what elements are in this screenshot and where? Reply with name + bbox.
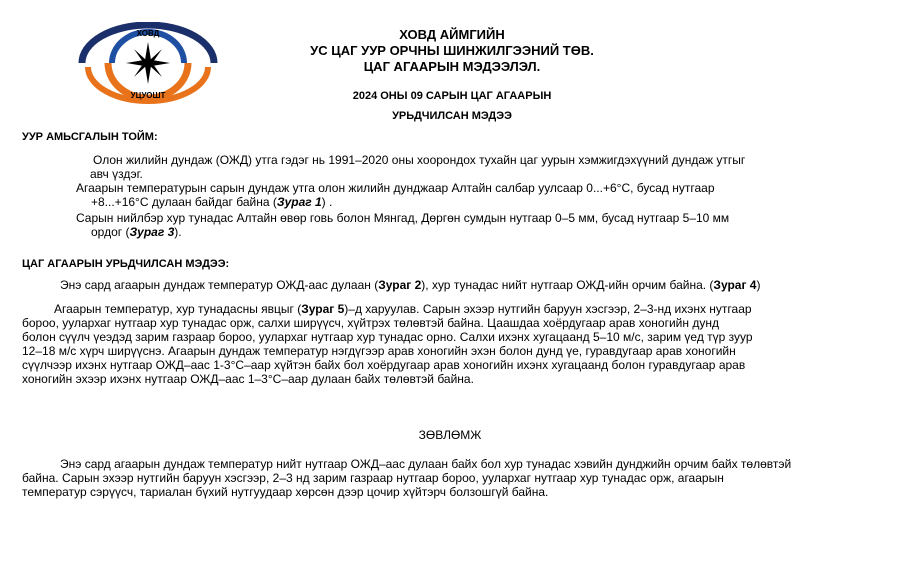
subtitle-2: УРЬДЧИЛСАН МЭДЭЭ xyxy=(392,110,512,122)
organization-logo xyxy=(78,22,218,104)
figure-ref: Зураг 5 xyxy=(301,302,345,316)
header-line-3: ЦАГ АГААРЫН МЭДЭЭЛЭЛ. xyxy=(363,59,541,74)
header-line-1: ХОВД АЙМГИЙН xyxy=(399,27,505,42)
text-span: ). xyxy=(174,225,182,239)
climate-paragraph-3 xyxy=(76,211,836,239)
text-line xyxy=(91,195,836,209)
logo-top-text: ХОВД xyxy=(136,29,160,38)
text-line: Агаарын температурын сарын дундаж утга олон жилийн дунджаар Алтайн салбар уулсаар 0...+6°C, бусад нутгаар xyxy=(76,181,715,195)
text-span: )–д харуулав. Сарын эхээр нутгийн баруун хэсгээр, 2–3-нд ихэнх нутгаар xyxy=(344,302,752,316)
text-line: 12–18 м/с хүрч ширүүснэ. Агаарын дундаж температур нэгдүгээр арав хоногийн эхэн болон дунд үе, гуравдугаар арав хоногийн xyxy=(22,344,736,358)
climate-paragraph-1 xyxy=(90,153,833,181)
text-span: ) . xyxy=(321,195,333,209)
logo-bottom-text: УЦУОШТ xyxy=(130,91,166,100)
text-line: байна. Сарын эхээр нутгийн баруун хэсгээр, 2–3 нд зарим газраар нутгаар бороо, уулархаг нутгаар хур тунадас орж, агаарын xyxy=(22,471,724,485)
text-span: ордог ( xyxy=(91,225,130,239)
text-line: Энэ сард агаарын дундаж температур нийт нутгаар ОЖД–аас дулаан байх бол хур тунадас хэвийн дунджийн орчим байх төлөвтэй xyxy=(60,457,792,471)
text-span: ), хур тунадас нийт нутгаар ОЖД-ийн орчим байна. ( xyxy=(421,278,714,292)
text-line: Олон жилийн дундаж (ОЖД) утга гэдэг нь 1991–2020 оны хоорондох тухайн цаг уурын хэмжигдэхүүний дундаж утгыг xyxy=(93,153,746,167)
figure-ref: Зураг 2 xyxy=(378,278,422,292)
text-line: болон сүүлч үеэдэд зарим газраар бороо, уулархаг нутгаар хур тунадас орно. Салхи ихэнх хугацаанд 5–10 м/с, зарим үед түр зуур xyxy=(22,330,753,344)
compass-rose-icon xyxy=(126,42,170,84)
text-span: ) xyxy=(756,278,761,292)
figure-ref: Зураг 1 xyxy=(276,195,322,209)
text-line: сүүлчээр ихэнх нутгаар ОЖД–аас 1-3°C–аар хүйтэн байх бол хоёрдугаар арав хоногийн ихэнх хугацаанд болон гуравдугаар арав xyxy=(22,358,746,372)
climate-heading: УУР АМЬСГАЛЫН ТОЙМ: xyxy=(22,131,158,143)
text-span: Энэ сард агаарын дундаж температур ОЖД-аас дулаан ( xyxy=(60,278,379,292)
text-line: температур сэрүүсч, тариалан бүхий нутгуудаар хөрсөн дээр цочир хүйтэрч болзошгүй байна. xyxy=(22,485,549,499)
climate-paragraph-2 xyxy=(76,181,836,209)
text-span: Агаарын температур, хур тунадасны явцыг ( xyxy=(54,302,302,316)
text-line: Сарын нийлбэр хур тунадас Алтайн өвөр говь болон Мянгад, Дөргөн сумдын нутгаар 0–5 мм, бусад нутгаар 5–10 мм xyxy=(76,211,730,225)
text-line xyxy=(91,225,836,239)
text-line: бороо, уулархаг нутгаар хур тунадас орж, салхи ширүүсч, хүйтрэх төлөвтэй байна. Цаашдаа хоёрдугаар арав хоногийн дунд xyxy=(22,316,719,330)
document-header xyxy=(282,27,622,75)
subtitle-1: 2024 ОНЫ 09 САРЫН ЦАГ АГААРЫН xyxy=(352,90,552,102)
advice-heading: ЗӨВЛӨМЖ xyxy=(418,428,482,442)
header-line-2: УС ЦАГ УУР ОРЧНЫ ШИНЖИЛГЭЭНИЙ ТӨВ. xyxy=(310,43,594,58)
forecast-paragraph-2 xyxy=(22,302,832,386)
forecast-heading: ЦАГ АГААРЫН УРЬДЧИЛСАН МЭДЭЭ: xyxy=(22,258,230,270)
advice-paragraph xyxy=(22,457,872,499)
text-line: хоногийн эхээр ихэнх нутгаар ОЖД–аас 1–3°C–аар дулаан байх төлөвтэй байна. xyxy=(22,372,474,386)
text-line: авч үздэг. xyxy=(90,167,143,181)
text-span: +8...+16°C дулаан байдаг байна ( xyxy=(91,195,277,209)
text-line xyxy=(22,302,832,316)
forecast-paragraph-1 xyxy=(60,278,850,292)
figure-ref: Зураг 4 xyxy=(713,278,757,292)
figure-ref: Зураг 3 xyxy=(129,225,175,239)
